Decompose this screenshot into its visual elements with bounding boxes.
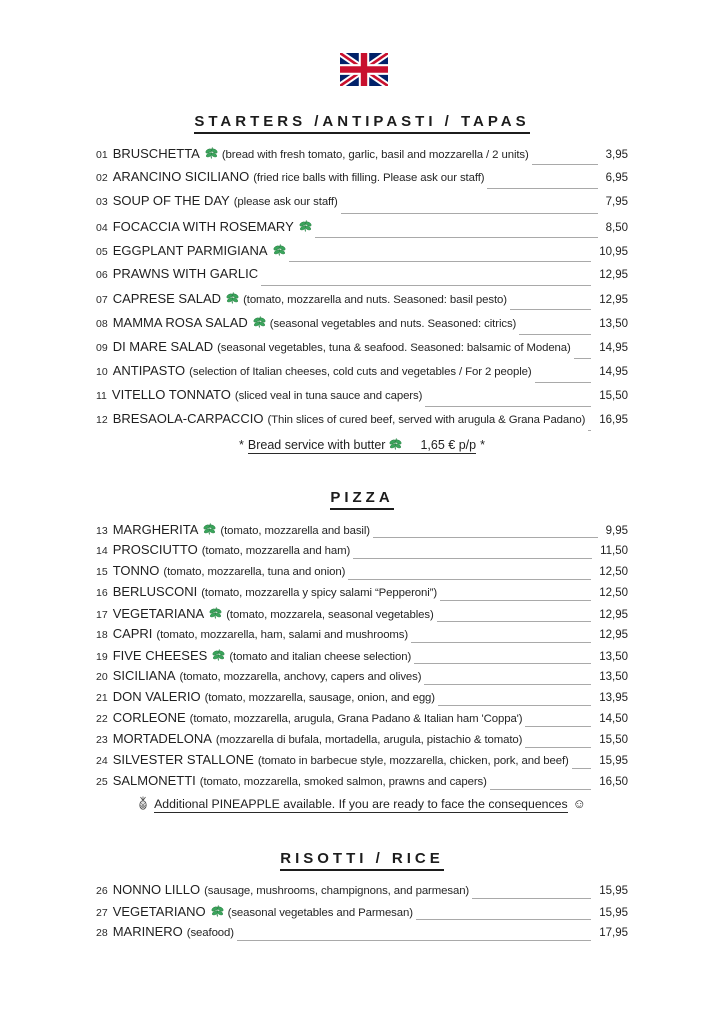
item-price: 13,50 xyxy=(599,318,628,331)
note-prefix: * xyxy=(239,438,244,453)
item-price: 15,50 xyxy=(599,389,628,402)
item-description: (tomato, mozzarella, ham, salami and mushrooms) xyxy=(156,629,409,642)
menu-item-row xyxy=(96,411,628,435)
item-description: (tomato, mozzarela, seasonal vegetables) xyxy=(226,609,434,622)
item-number: 21 xyxy=(96,692,108,705)
dot-leader xyxy=(572,768,592,769)
item-description: (tomato in barbecue style, mozzarella, chicken, pork, and beef) xyxy=(257,755,569,768)
item-number: 04 xyxy=(96,221,108,234)
item-name: ANTIPASTO xyxy=(112,362,186,378)
item-price: 13,50 xyxy=(599,651,628,664)
menu-item-row xyxy=(96,731,628,752)
menu-item-row xyxy=(96,903,628,924)
menu-item-row xyxy=(96,145,628,169)
item-name: VEGETARIANO xyxy=(112,904,206,920)
item-name: VITELLO TONNATO xyxy=(111,386,231,402)
item-name: SOUP OF THE DAY xyxy=(112,193,230,209)
item-name: BRESAOLA-CARPACCIO xyxy=(112,411,264,427)
note-suffix: * xyxy=(480,438,485,453)
item-description: (selection of Italian cheeses, cold cuts and vegetables / For 2 people) xyxy=(189,365,532,378)
menu-item-row xyxy=(96,290,628,314)
item-number: 26 xyxy=(96,885,108,898)
item-description: (tomato, mozzarella, smoked salmon, prawns and capers) xyxy=(199,776,487,789)
dot-leader xyxy=(510,309,591,310)
menu-item-row xyxy=(96,169,628,193)
dot-leader xyxy=(237,940,591,941)
item-number: 14 xyxy=(96,545,108,558)
menu-item-row xyxy=(96,584,628,605)
item-name: BRUSCHETTA xyxy=(112,146,200,161)
item-price: 12,50 xyxy=(599,587,628,600)
section-title-text: PIZZA xyxy=(330,489,393,510)
item-price: 12,95 xyxy=(599,609,628,622)
dot-leader xyxy=(532,164,598,165)
dot-leader xyxy=(472,898,591,899)
item-description: (seasonal vegetables and nuts. Seasoned: citrics) xyxy=(269,318,517,331)
item-number: 24 xyxy=(96,755,108,768)
item-price: 15,95 xyxy=(599,907,628,920)
item-description: (fried rice balls with filling. Please ask our staff) xyxy=(253,172,485,185)
note-label: Bread service with butter xyxy=(247,438,386,453)
item-price: 7,95 xyxy=(605,196,628,209)
item-number: 22 xyxy=(96,713,108,726)
item-name: ARANCINO SICILIANO xyxy=(112,169,250,185)
dot-leader xyxy=(353,558,592,559)
item-price: 15,95 xyxy=(599,885,628,898)
dot-leader xyxy=(315,237,598,238)
item-number: 03 xyxy=(96,196,108,209)
menu-item-row xyxy=(96,387,628,411)
menu-item-row xyxy=(96,605,628,626)
veg-leaf-icon xyxy=(203,521,216,539)
item-price: 17,95 xyxy=(599,927,628,940)
item-name: BERLUSCONI xyxy=(112,584,198,600)
dot-leader xyxy=(535,382,592,383)
item-number: 06 xyxy=(96,268,108,281)
item-description: (tomato, mozzarella and basil) xyxy=(220,525,370,538)
item-number: 25 xyxy=(96,776,108,789)
item-name: CORLEONE xyxy=(112,710,186,726)
item-description: (mozzarella di bufala, mortadella, arugula, pistachio & tomato) xyxy=(215,734,523,747)
menu-item-row xyxy=(96,363,628,387)
dot-leader xyxy=(261,285,591,286)
section-title-text: STARTERS /ANTIPASTI / TAPAS xyxy=(194,113,529,134)
item-name: CAPRESE SALAD xyxy=(112,291,222,307)
item-name: MAMMA ROSA SALAD xyxy=(112,315,248,331)
item-name: VEGETARIANA xyxy=(112,606,205,622)
dot-leader xyxy=(440,600,591,601)
smiley-icon: ☺ xyxy=(572,796,586,812)
veg-leaf-icon xyxy=(211,903,224,921)
item-description: (tomato, mozzarella and nuts. Seasoned: basil pesto) xyxy=(243,294,507,307)
item-price: 14,95 xyxy=(599,341,628,354)
item-description: (tomato, mozzarella, arugula, Grana Padano & Italian ham 'Coppa') xyxy=(189,713,523,726)
item-name: EGGPLANT PARMIGIANA xyxy=(112,242,268,258)
item-price: 15,95 xyxy=(599,755,628,768)
dot-leader xyxy=(289,261,592,262)
dot-leader xyxy=(438,705,591,706)
item-price: 12,95 xyxy=(599,268,628,281)
item-price: 6,95 xyxy=(605,172,628,185)
item-name: SALMONETTI xyxy=(112,773,196,789)
item-description: (tomato, mozzarella y spicy salami “Pepperoni”) xyxy=(201,587,438,600)
section-rows xyxy=(96,521,628,794)
item-number: 11 xyxy=(96,389,107,402)
item-number: 05 xyxy=(96,245,108,258)
item-number: 19 xyxy=(96,651,108,664)
dot-leader xyxy=(373,537,598,538)
dot-leader xyxy=(411,642,591,643)
note-label: Additional PINEAPPLE available. If you are ready to face the consequences xyxy=(154,797,568,812)
menu-item-row xyxy=(96,339,628,363)
menu-item-row xyxy=(96,193,628,217)
item-price: 11,50 xyxy=(600,545,628,558)
veg-leaf-icon xyxy=(273,242,286,260)
item-price: 3,95 xyxy=(605,149,628,161)
dot-leader xyxy=(574,358,592,359)
item-name: DON VALERIO xyxy=(112,689,201,705)
item-price: 16,50 xyxy=(599,776,628,789)
menu-item-row xyxy=(96,314,628,338)
item-description: (tomato, mozzarella, sausage, onion, and egg) xyxy=(204,692,435,705)
item-description: (seafood) xyxy=(186,927,234,940)
menu-item-row xyxy=(96,710,628,731)
menu-item-row xyxy=(96,626,628,647)
dot-leader xyxy=(519,334,591,335)
item-name: SICILIANA xyxy=(112,668,176,684)
note-underlined xyxy=(248,438,476,454)
item-number: 27 xyxy=(96,907,108,920)
item-number: 18 xyxy=(96,629,108,642)
dot-leader xyxy=(424,684,591,685)
item-description: (Thin slices of cured beef, served with arugula & Grana Padano) xyxy=(267,414,586,427)
menu-section-starters xyxy=(96,112,628,458)
menu-item-row xyxy=(96,752,628,773)
item-number: 07 xyxy=(96,294,108,307)
menu-item-row xyxy=(96,882,628,903)
item-description: (sliced veal in tuna sauce and capers) xyxy=(234,389,423,402)
item-price: 12,95 xyxy=(599,629,628,642)
menu-item-row xyxy=(96,773,628,794)
section-rows xyxy=(96,145,628,435)
dot-leader xyxy=(437,621,592,622)
item-description: (tomato, mozzarella and ham) xyxy=(201,545,351,558)
item-description: (tomato, mozzarella, tuna and onion) xyxy=(163,566,346,579)
veg-leaf-icon xyxy=(209,605,222,623)
item-number: 08 xyxy=(96,318,108,331)
menu-item-row xyxy=(96,542,628,563)
item-name: MORTADELONA xyxy=(112,731,212,747)
item-number: 16 xyxy=(96,587,108,600)
item-price: 13,50 xyxy=(599,671,628,684)
item-number: 20 xyxy=(96,671,108,684)
item-price: 14,50 xyxy=(599,713,628,726)
item-description: (tomato, mozzarella, anchovy, capers and olives) xyxy=(179,671,422,684)
uk-flag-icon xyxy=(340,53,388,86)
veg-leaf-icon xyxy=(253,314,266,332)
pineapple-note xyxy=(96,796,628,816)
dot-leader xyxy=(425,406,591,407)
item-name: PRAWNS WITH GARLIC xyxy=(112,265,259,281)
menu-item-row xyxy=(96,242,628,266)
item-number: 15 xyxy=(96,566,108,579)
item-number: 13 xyxy=(96,525,108,538)
menu-item-row xyxy=(96,924,628,945)
item-name: FOCACCIA WITH ROSEMARY xyxy=(112,218,294,234)
item-description: (tomato and italian cheese selection) xyxy=(229,651,412,664)
menu-item-row xyxy=(96,563,628,584)
item-name: PROSCIUTTO xyxy=(112,542,198,558)
item-name: MARINERO xyxy=(112,924,183,940)
item-number: 02 xyxy=(96,172,108,185)
item-number: 23 xyxy=(96,734,108,747)
item-price: 16,95 xyxy=(599,414,628,427)
item-price: 13,95 xyxy=(599,692,628,705)
item-price: 8,50 xyxy=(605,221,628,234)
dot-leader xyxy=(588,430,591,431)
bread-service-note xyxy=(96,438,628,458)
item-description: (seasonal vegetables, tuna & seafood. Seasoned: balsamic of Modena) xyxy=(217,341,571,354)
section-rows xyxy=(96,882,628,945)
section-title xyxy=(96,849,628,869)
item-name: CAPRI xyxy=(112,626,153,642)
item-price: 12,50 xyxy=(599,566,628,579)
menu-section-risotti xyxy=(96,849,628,945)
section-title xyxy=(96,488,628,508)
dot-leader xyxy=(525,747,591,748)
item-number: 28 xyxy=(96,927,108,940)
menu-item-row xyxy=(96,266,628,290)
dot-leader xyxy=(490,789,591,790)
veg-leaf-icon xyxy=(299,218,312,236)
dot-leader xyxy=(416,919,591,920)
dot-leader xyxy=(414,663,591,664)
dot-leader xyxy=(348,579,591,580)
item-name: FIVE CHEESES xyxy=(112,648,208,664)
menu-item-row xyxy=(96,689,628,710)
item-number: 09 xyxy=(96,341,108,354)
menu-item-row xyxy=(96,218,628,242)
item-number: 12 xyxy=(96,414,108,427)
item-name: DI MARE SALAD xyxy=(112,338,214,354)
item-price: 10,95 xyxy=(599,245,628,258)
item-price: 14,95 xyxy=(599,365,628,378)
menu-item-row xyxy=(96,647,628,668)
item-number: 01 xyxy=(96,149,108,161)
veg-leaf-icon xyxy=(389,438,402,452)
item-description: (bread with fresh tomato, garlic, basil and mozzarella / 2 units) xyxy=(221,149,529,161)
dot-leader xyxy=(525,726,591,727)
item-description: (sausage, mushrooms, champignons, and parmesan) xyxy=(204,885,470,898)
dot-leader xyxy=(341,213,598,214)
item-name: TONNO xyxy=(112,563,160,579)
item-name: MARGHERITA xyxy=(112,522,199,538)
menu-item-row xyxy=(96,521,628,542)
menu xyxy=(96,112,628,945)
item-description: (please ask our staff) xyxy=(233,196,338,209)
dot-leader xyxy=(487,188,597,189)
menu-item-row xyxy=(96,668,628,689)
veg-leaf-icon xyxy=(205,145,218,163)
item-number: 17 xyxy=(96,609,108,622)
item-price: 9,95 xyxy=(605,525,628,538)
pineapple-icon xyxy=(138,797,148,811)
section-title-text: RISOTTI / RICE xyxy=(280,850,444,871)
section-title xyxy=(96,112,628,132)
menu-section-pizza xyxy=(96,488,628,816)
item-name: NONNO LILLO xyxy=(112,882,201,898)
veg-leaf-icon xyxy=(226,290,239,308)
item-price: 12,95 xyxy=(599,294,628,307)
item-name: SILVESTER STALLONE xyxy=(112,752,254,768)
note-price: 1,65 € p/p xyxy=(420,438,477,453)
veg-leaf-icon xyxy=(212,647,225,665)
item-number: 10 xyxy=(96,365,108,378)
item-price: 15,50 xyxy=(599,734,628,747)
item-description: (seasonal vegetables and Parmesan) xyxy=(227,907,413,920)
